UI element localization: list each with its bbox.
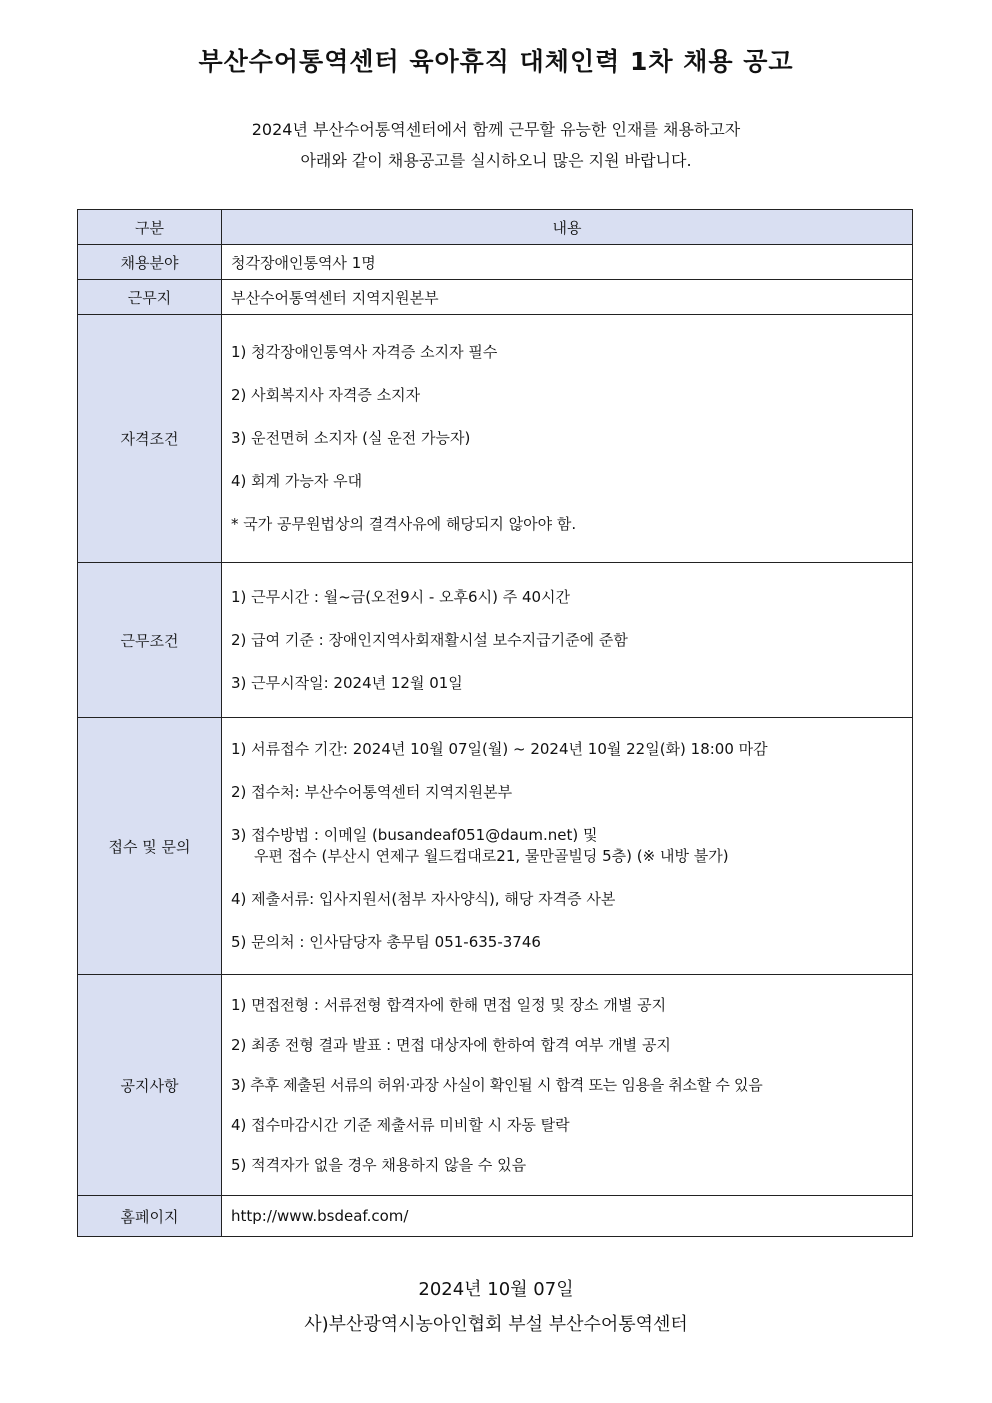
- table-header-row: [78, 210, 913, 245]
- application-item: 2) 접수처: 부산수어통역센터 지역지원본부: [231, 783, 513, 801]
- document-title: 부산수어통역센터 육아휴직 대체인력 1차 채용 공고: [198, 47, 794, 76]
- condition-item: 2) 급여 기준 : 장애인지역사회재활시설 보수지급기준에 준함: [231, 630, 628, 649]
- notice-item: 2) 최종 전형 결과 발표 : 면접 대상자에 한하여 합격 여부 개별 공지: [231, 1036, 671, 1054]
- application-item: 5) 문의처 : 인사담당자 총무팀 051-635-3746: [231, 933, 541, 951]
- label-homepage: 홈페이지: [78, 1196, 222, 1237]
- value-field: 청각장애인통역사 1명: [222, 245, 913, 280]
- row-conditions: [78, 563, 913, 718]
- intro-text: [0, 114, 992, 176]
- announcement-date: 2024년 10월 07일: [418, 1279, 574, 1300]
- application-item: 4) 제출서류: 입사지원서(첨부 자사양식), 해당 자격증 사본: [231, 890, 616, 908]
- label-qualifications: 자격조건: [78, 315, 222, 563]
- header-category: 구분: [78, 210, 222, 245]
- value-conditions: [222, 563, 913, 718]
- label-field: 채용분야: [78, 245, 222, 280]
- intro-line-2: 아래와 같이 채용공고를 실시하오니 많은 지원 바랍니다.: [300, 151, 692, 170]
- notice-item: 3) 추후 제출된 서류의 허위·과장 사실이 확인될 시 합격 또는 임용을 취소할 수 있음: [231, 1076, 763, 1094]
- qualification-note: * 국가 공무원법상의 결격사유에 해당되지 않아야 함.: [231, 515, 577, 533]
- qualification-item: 2) 사회복지사 자격증 소지자: [231, 386, 421, 404]
- homepage-link[interactable]: http://www.bsdeaf.com/: [222, 1196, 913, 1237]
- value-notices: [222, 975, 913, 1196]
- qualification-item: 3) 운전면허 소지자 (실 운전 가능자): [231, 429, 471, 447]
- application-item: [231, 814, 912, 878]
- application-method-post: 우편 접수 (부산시 연제구 월드컵대로21, 물만골빌딩 5층) (※ 내방 불가): [254, 847, 729, 865]
- row-qualifications: [78, 315, 913, 563]
- intro-line-1: 2024년 부산수어통역센터에서 함께 근무할 유능한 인재를 채용하고자: [251, 120, 741, 139]
- label-application: 접수 및 문의: [78, 718, 222, 975]
- qualification-item: 4) 회계 가능자 우대: [231, 472, 363, 490]
- notice-item: 4) 접수마감시간 기준 제출서류 미비할 시 자동 탈락: [231, 1116, 570, 1134]
- organization-name: 사)부산광역시농아인협회 부설 부산수어통역센터: [304, 1314, 688, 1335]
- condition-item: 1) 근무시간 : 월~금(오전9시 - 오후6시) 주 40시간: [231, 587, 571, 606]
- label-conditions: 근무조건: [78, 563, 222, 718]
- notice-item: 1) 면접전형 : 서류전형 합격자에 한해 면접 일정 및 장소 개별 공지: [231, 996, 667, 1014]
- label-workplace: 근무지: [78, 280, 222, 315]
- qualification-item: 1) 청각장애인통역사 자격증 소지자 필수: [231, 343, 498, 361]
- recruitment-table: [77, 209, 913, 1237]
- label-notices: 공지사항: [78, 975, 222, 1196]
- row-homepage: [78, 1196, 913, 1237]
- notice-item: 5) 적격자가 없을 경우 채용하지 않을 수 있음: [231, 1156, 527, 1174]
- value-workplace: 부산수어통역센터 지역지원본부: [222, 280, 913, 315]
- row-application: [78, 718, 913, 975]
- condition-item: 3) 근무시작일: 2024년 12월 01일: [231, 673, 463, 692]
- value-application: [222, 718, 913, 975]
- row-workplace: [78, 280, 913, 315]
- value-qualifications: [222, 315, 913, 563]
- row-field: [78, 245, 913, 280]
- row-notices: [78, 975, 913, 1196]
- application-method: 3) 접수방법 : 이메일 (busandeaf051@daum.net) 및: [231, 826, 598, 844]
- application-item: 1) 서류접수 기간: 2024년 10월 07일(월) ~ 2024년 10월 22일(화) 18:00 마감: [231, 740, 768, 758]
- header-content: 내용: [222, 210, 913, 245]
